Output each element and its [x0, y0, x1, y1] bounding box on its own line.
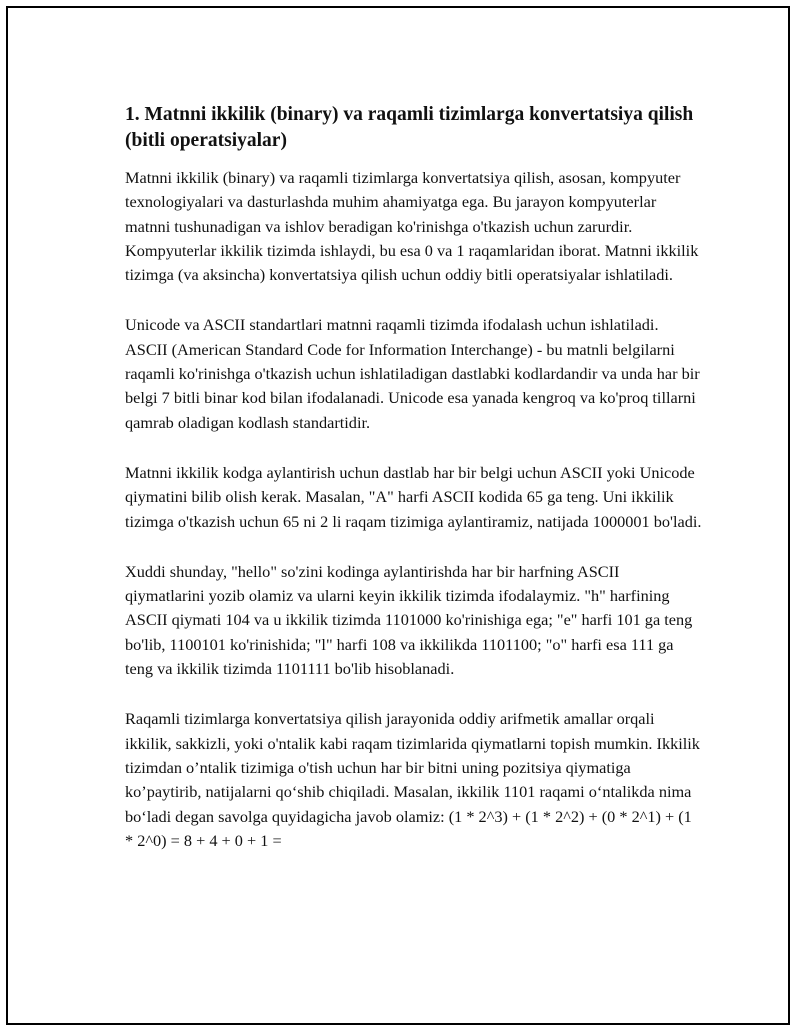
paragraph-ascii-example: Matnni ikkilik kodga aylantirish uchun dastlab har bir belgi uchun ASCII yoki Unicode qiymatini bilib olish kerak. Masalan, "A" harfi ASCII kodida 65 ga teng. Uni ikkilik tizimga o'tkazish uchun 65 ni 2 li raqam tizimiga aylantiramiz, natijada 1000001 bo'ladi. — [125, 462, 702, 531]
page-frame — [6, 6, 790, 1025]
paragraph-hello-example: Xuddi shunday, "hello" so'zini kodinga aylantirishda har bir harfning ASCII qiymatlarini yozib olamiz va ularni keyin ikkilik tizimda ifodalaymiz. "h" harfining ASCII qiymati 104 va u ikkilik tizimda 1101000 ko'rinishiga ega; "e" harfi 101 ga teng bo'lib, 1100101 ko'rinishida; "l" harfi 108 va ikkilikda 1101100; "o" harfi esa 111 ga teng va ikkilik tizimda 1101111 bo'lib hisoblanadi. — [125, 561, 693, 679]
document-body — [125, 102, 703, 879]
paragraph-standards: Unicode va ASCII standartlari matnni raqamli tizimda ifodalash uchun ishlatiladi. ASCII (American Standard Code for Information Interchange) - bu matnli belgilarni raqamli ko'rinishga o'tkazish uchun ishlatiladigan dastlabki kodlardandir va unda har bir belgi 7 bitli binar kod bilan ifodalanadi. Unicode esa yanada kengroq va ko'proq tillarni qamrab oladigan kodlash standartidir. — [125, 315, 700, 432]
section-heading: 1. Matnni ikkilik (binary) va raqamli tizimlarga konvertatsiya qilish (bitli operatsiyalar) — [125, 104, 694, 151]
paragraph-number-systems: Raqamli tizimlarga konvertatsiya qilish jarayonida oddiy arifmetik amallar orqali ikkilik, sakkizli, yoki o'ntalik kabi raqam tizimlarida qiymatlarni topish mumkin. Ikkilik tizimdan o’ntalik tizimiga o'tish uchun har bir bitni uning pozitsiya qiymatiga ko’paytirib, natijalarni qo‘shib chiqiladi. Masalan, ikkilik 1101 raqami o‘ntalikda nima bo‘ladi degan savolga quyidagicha javob olamiz: (1 * 2^3) + (1 * 2^2) + (0 * 2^1) + (1 * 2^0) = 8 + 4 + 0 + 1 = — [125, 709, 700, 850]
paragraph-intro: Matnni ikkilik (binary) va raqamli tizimlarga konvertatsiya qilish, asosan, kompyuter texnologiyalari va dasturlashda muhim ahamiyatga ega. Bu jarayon kompyuterlar matnni tushunadigan va ishlov beradigan ko'rinishga o'tkazish uchun zarurdir. Kompyuterlar ikkilik tizimda ishlaydi, bu esa 0 va 1 raqamlaridan iborat. Matnni ikkilik tizimga (va aksincha) konvertatsiya qilish uchun oddiy bitli operatsiyalar ishlatiladi. — [125, 168, 699, 285]
